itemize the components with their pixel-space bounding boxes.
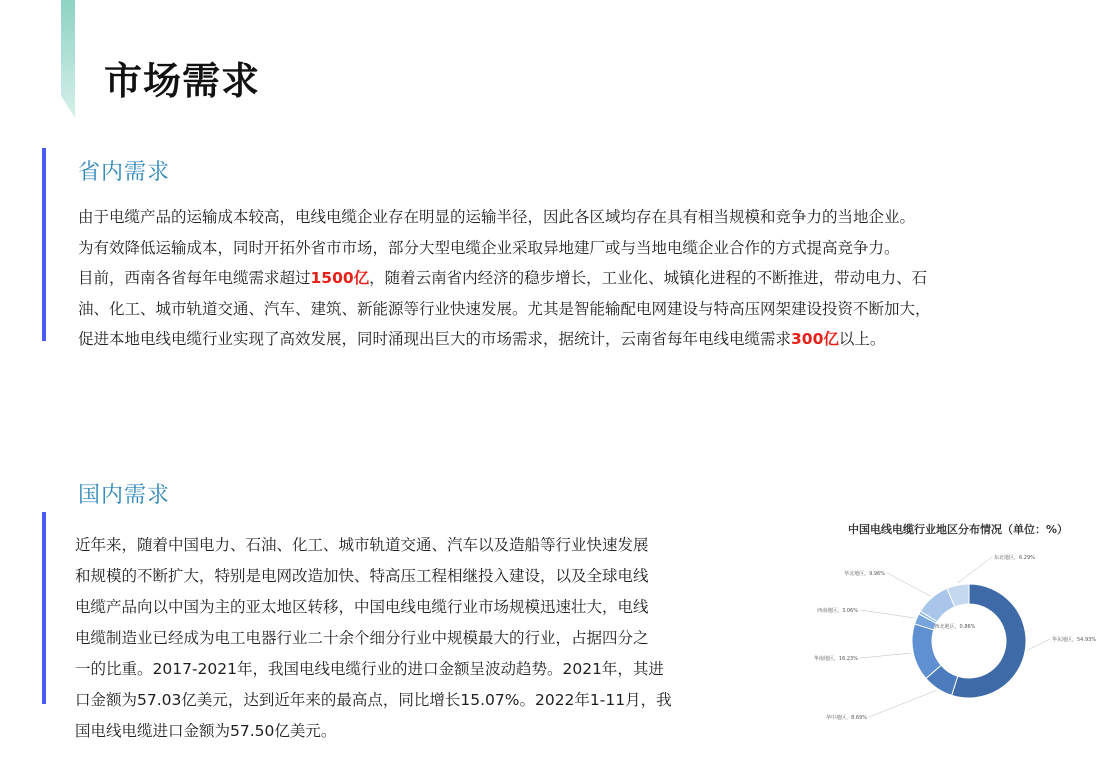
- chart-title: 中国电线电缆行业地区分布情况（单位：%）: [847, 523, 1069, 536]
- highlight-figure: 300亿: [791, 330, 839, 349]
- paragraph-line: [78, 324, 1098, 355]
- leader-line-6: [887, 573, 931, 596]
- corner-accent-stripe: [61, 0, 77, 118]
- paragraph-line: 一的比重。2017-2021年，我国电线电缆行业的进口金额呈波动趋势。2021年，其进: [75, 660, 664, 678]
- slice-label-7: 东北地区，6.29%: [994, 555, 1035, 561]
- paragraph-line: 由于电缆产品的运输成本较高，电线电缆企业存在明显的运输半径，因此各区域均存在具有相当规模和竞争力的当地企业。: [78, 208, 916, 226]
- slice-label-5: 西北地区，0.86%: [934, 624, 976, 630]
- national-paragraph: [75, 530, 775, 747]
- paragraph-line: 电缆制造业已经成为电工电器行业二十余个细分行业中规模最大的行业，占据四分之: [75, 629, 649, 647]
- paragraph-line: 和规模的不断扩大，特别是电网改造加快、特高压工程相继投入建设，以及全球电线: [75, 567, 649, 585]
- text-segment: 目前，西南各省每年电缆需求超过: [78, 269, 311, 288]
- section-accent-bar: [42, 148, 46, 341]
- slice-label-3: 华南地区，16.23%: [813, 656, 858, 662]
- highlight-figure: 1500亿: [310, 269, 370, 288]
- slice-label-4: 西南地区，3.06%: [817, 608, 858, 614]
- section-accent-bar: [42, 512, 46, 704]
- text-segment: 促进本地电线电缆行业实现了高效发展，同时涌现出巨大的市场需求，据统计，云南省每年电线电缆需求: [78, 330, 792, 349]
- paragraph-line: 近年来，随着中国电力、石油、化工、城市轨道交通、汽车以及造船等行业快速发展: [75, 536, 649, 554]
- province-paragraph: [78, 202, 1098, 355]
- slice-label-6: 华北地区，9.96%: [844, 571, 885, 577]
- national-section-heading: 国内需求: [78, 483, 171, 508]
- leader-line-3: [860, 653, 911, 658]
- region-donut-chart: [800, 548, 1100, 738]
- text-segment: 以上。: [838, 330, 886, 349]
- text-segment: ，随着云南省内经济的稳步增长，工业化、城镇化进程的不断推进，带动电力、石: [369, 269, 928, 288]
- leader-line-1: [1027, 639, 1050, 650]
- slice-label-2: 华中地区，8.69%: [826, 715, 867, 721]
- paragraph-line: [78, 263, 1098, 294]
- paragraph-line: 油、化工、城市轨道交通、汽车、建筑、新能源等行业快速发展。尤其是智能输配电网建设与特高压网架建设投资不断加大，: [78, 299, 931, 318]
- paragraph-line: 电缆产品向以中国为主的亚太地区转移，中国电线电缆行业市场规模迅速壮大，电线: [75, 598, 649, 616]
- paragraph-line: 国电线电缆进口金额为57.50亿美元。: [75, 722, 337, 740]
- leader-line-7: [957, 557, 992, 583]
- leader-line-4: [860, 610, 915, 618]
- paragraph-line: 为有效降低运输成本，同时开拓外省市市场，部分大型电缆企业采取异地建厂或与当地电缆企业合作的方式提高竞争力。: [78, 238, 900, 257]
- leader-line-2: [869, 690, 937, 717]
- province-section-heading: 省内需求: [78, 160, 171, 185]
- slice-label-1: 华东地区，54.93%: [1052, 637, 1097, 643]
- page-title: 市场需求: [104, 59, 261, 103]
- paragraph-line: 口金额为57.03亿美元，达到近年来的最高点，同比增长15.07%。2022年1-11月，我: [75, 691, 672, 709]
